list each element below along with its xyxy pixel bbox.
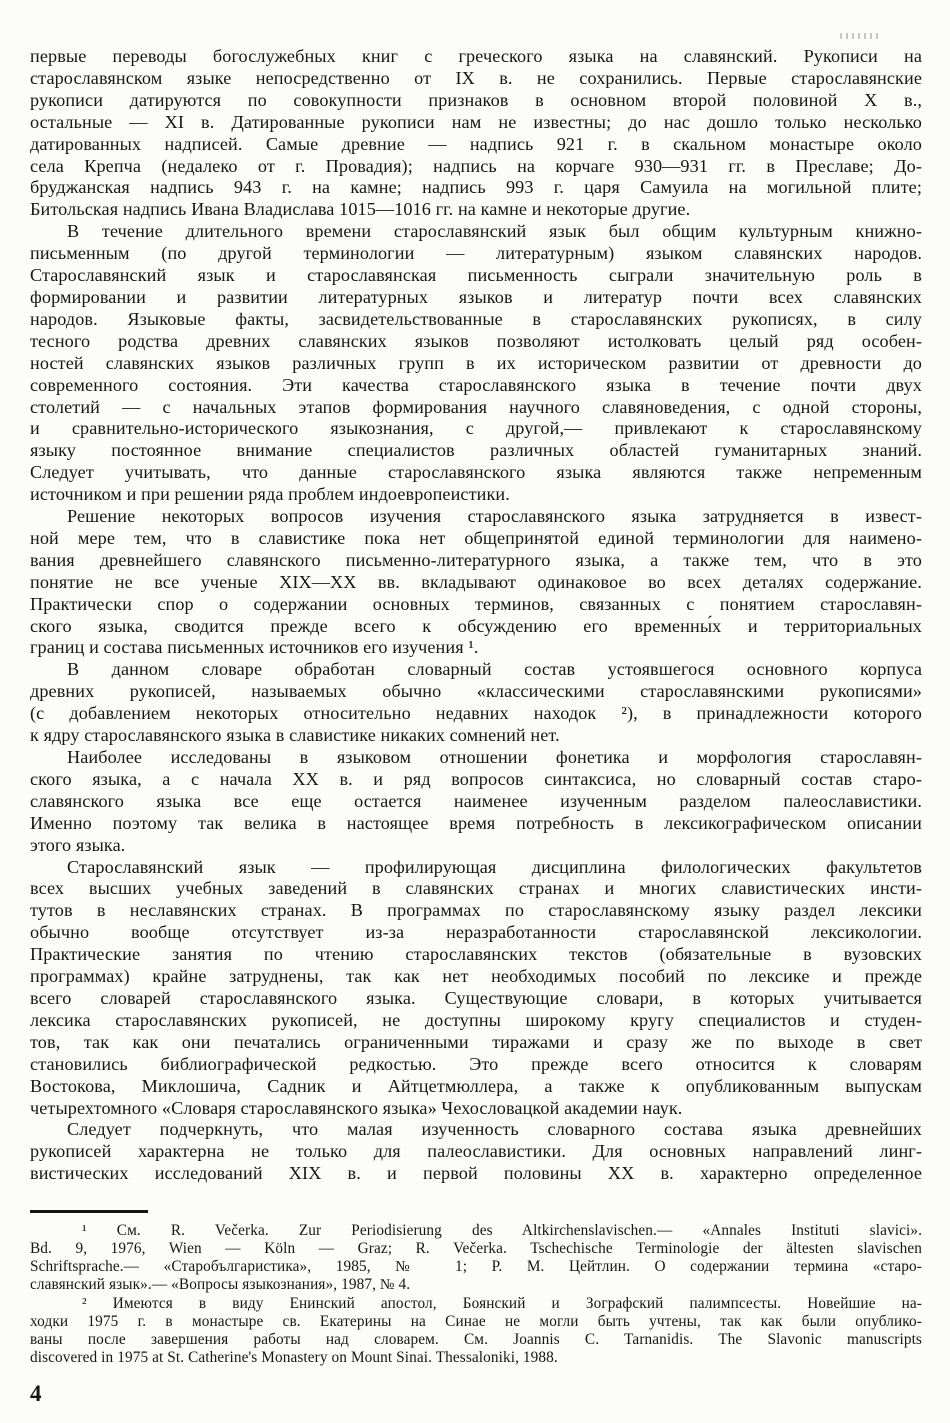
paragraph	[30, 747, 922, 857]
text-line: всего словарей старославянского языка. Существующие словари, в которых учитывается	[30, 987, 922, 1008]
text-line: ского языка, сводится прежде всего к обсуждению его временны́х и территориальных	[30, 615, 922, 636]
text-line: рукописи датируются по совокупности признаков в основном второй половиной X в.,	[30, 89, 922, 110]
paragraph	[30, 857, 922, 1120]
text-line: датированных надписей. Самые древние — надпись 921 г. в скальном монастыре около	[30, 133, 922, 154]
text-line: Следует подчеркнуть, что малая изученность словарного состава языка древнейших	[67, 1119, 922, 1140]
paragraph	[30, 659, 922, 747]
text-line: источником и при решении ряда проблем индоевропеистики.	[30, 484, 510, 505]
text-line: ¹ См. R. Večerka. Zur Periodisierung des Altkirchenslavischen.— «Annales Instituti slavici».	[82, 1222, 922, 1240]
text-line: четырехтомного «Словаря старославянского языка» Чехословацкой академии наук.	[30, 1097, 683, 1118]
text-line: к ядру старославянского языка в славистике никаких сомнений нет.	[30, 725, 560, 746]
text-line: тутов в неславянских странах. В программах по старославянскому языку раздел лексики	[30, 900, 922, 921]
text-line: границ и состава письменных источников его изучения ¹.	[30, 637, 479, 658]
text-line: славянского языка все еще остается наименее изученным разделом палеославистики.	[30, 790, 922, 811]
text-line: ходки 1975 г. в монастыре св. Екатерины на Синае не могли быть учтены, так как были опублико-	[30, 1312, 922, 1330]
text-line: Битольская надпись Ивана Владислава 1015—1016 гг. на камне и некоторые другие.	[30, 199, 691, 220]
text-line: языку постоянное внимание специалистов различных областей гуманитарных знаний.	[30, 440, 922, 461]
text-line: и сравнительно-исторического языкознания, с другой,— привлекают к старославянскому	[30, 418, 922, 439]
text-line: Старославянский язык — профилирующая дисциплина филологических факультетов	[67, 856, 922, 877]
text-line: вания древнейшего славянского письменно-литературного языка, а также тем, что в это	[30, 549, 922, 570]
text-line: рукописей характерна не только для палеославистики. Для основных направлений линг-	[30, 1141, 922, 1162]
text-line: тесного родства древних славянских языков позволяют истолковать целый ряд особен-	[30, 330, 922, 351]
text-line: старославянском языке непосредственно от IX в. не сохранились. Первые старославянские	[30, 67, 922, 88]
text-line: бруджанская надпись 943 г. на камне; надпись 993 г. царя Самуила на могильной плите;	[30, 177, 922, 198]
text-line: первые переводы богослужебных книг с греческого языка на славянский. Рукописи на	[30, 46, 922, 66]
text-line: В течение длительного времени старославянский язык был общим культурным книжно-	[67, 221, 922, 242]
text-line: Schriftsprache.— «Старобългаристика», 1985, № 1; Р. М. Цейтлин. О содержании термина «старо-	[30, 1258, 922, 1276]
text-line: программах) крайне затруднены, так как нет необходимых пособий по лексике и прежде	[30, 966, 922, 987]
text-line: ского языка, а с начала XX в. и ряд вопросов синтаксиса, но словарный состав старо-	[30, 768, 922, 789]
page-number: 4	[30, 1380, 42, 1406]
text-line: В данном словаре обработан словарный состав устоявшегося основного корпуса	[67, 659, 922, 680]
text-line: Следует учитывать, что данные старославянского языка являются также непременным	[30, 462, 922, 483]
paragraph	[30, 506, 922, 659]
text-line: Старославянский язык и старославянская письменность сыграли значительную роль в	[30, 265, 922, 286]
text-line: ² Имеются в виду Енинский апостол, Боянский и Зографский палимпсесты. Новейшие на-	[82, 1294, 922, 1312]
text-line: Наиболее исследованы в языковом отношении фонетика и морфология старославян-	[67, 747, 922, 767]
text-line: ной мере тем, что в славистике пока нет общепринятой единой терминологии для наимено-	[30, 527, 922, 548]
text-line: тов, так как они печатались ограниченными тиражами и сразу же по выходе в свет	[30, 1031, 922, 1052]
text-line: ностей славянских языков различных групп в их историческом развитии от древности до	[30, 352, 922, 373]
body-text	[30, 46, 922, 1185]
text-line: Именно поэтому так велика в настоящее время потребность в лексикографическом описании	[30, 812, 922, 833]
text-line: Решение некоторых вопросов изучения старославянского языка затрудняется в извест-	[67, 506, 922, 527]
scan-artifact	[840, 33, 880, 39]
text-line: столетий — с начальных этапов формирования научного славяноведения, с одной стороны,	[30, 396, 922, 417]
text-line: Bd. 9, 1976, Wien — Köln — Graz; R. Večerka. Tschechische Terminologie der ältesten slavischen	[30, 1240, 922, 1258]
text-line: письменным (по другой терминологии — литературным) языком славянских народов.	[30, 243, 922, 264]
text-line: вистических исследований XIX в. и первой половины XX в. характерно определенное	[30, 1163, 922, 1184]
text-line: славянский язык».— «Вопросы языкознания», 1987, № 4.	[30, 1276, 411, 1294]
text-line: лексика старославянских рукописей, не доступны широкому кругу специалистов и студен-	[30, 1009, 922, 1030]
text-line: всех высших учебных заведений в славянских странах и многих славистических инсти-	[30, 878, 922, 899]
text-line: древних рукописей, называемых обычно «классическими старославянскими рукописями»	[30, 681, 922, 702]
footnote-divider	[30, 1210, 148, 1213]
text-line: Практические занятия по чтению старославянских текстов (обязательные в вузовских	[30, 944, 922, 965]
text-line: современного состояния. Эти качества старославянского языка в течение почти двух	[30, 374, 922, 395]
text-line: обычно вообще отсутствует из-за неразработанности старославянской лексикологии.	[30, 922, 922, 943]
paragraph	[30, 1119, 922, 1185]
text-line: формировании и развитии литературных языков и литератур почти всех славянских	[30, 286, 922, 307]
text-line: становились библиографической редкостью. Это прежде всего относится к словарям	[30, 1053, 922, 1074]
footnote	[30, 1222, 922, 1294]
text-line: понятие не все ученые XIX—XX вв. вкладывают одинаковое во всех деталях содержание.	[30, 571, 922, 592]
text-line: ваны после завершения работы над словарем. См. Joannis C. Tarnanidis. The Slavonic manuscripts	[30, 1330, 922, 1348]
text-line: Востокова, Миклошича, Садник и Айтцетмюллера, а также к опубликованным выпускам	[30, 1075, 922, 1096]
footnotes	[30, 1222, 922, 1367]
text-line: discovered in 1975 at St. Catherine's Monastery on Mount Sinai. Thessaloniki, 1988.	[30, 1348, 558, 1366]
text-line: (с добавлением некоторых относительно недавних находок ²), в принадлежности которого	[30, 703, 922, 724]
text-line: остальные — XI в. Датированные рукописи нам не известны; до нас дошло только несколько	[30, 111, 922, 132]
paragraph	[30, 46, 922, 221]
text-line: села Крепча (недалеко от г. Провадия); надпись на корчаге 930—931 гг. в Преславе; До-	[30, 155, 922, 176]
text-line: народов. Языковые факты, засвидетельствованные в старославянских рукописях, в силу	[30, 308, 922, 329]
text-line: Практически спор о содержании основных терминов, связанных с понятием старославян-	[30, 593, 922, 614]
text-line: этого языка.	[30, 834, 126, 855]
paragraph	[30, 221, 922, 506]
footnote	[30, 1295, 922, 1367]
